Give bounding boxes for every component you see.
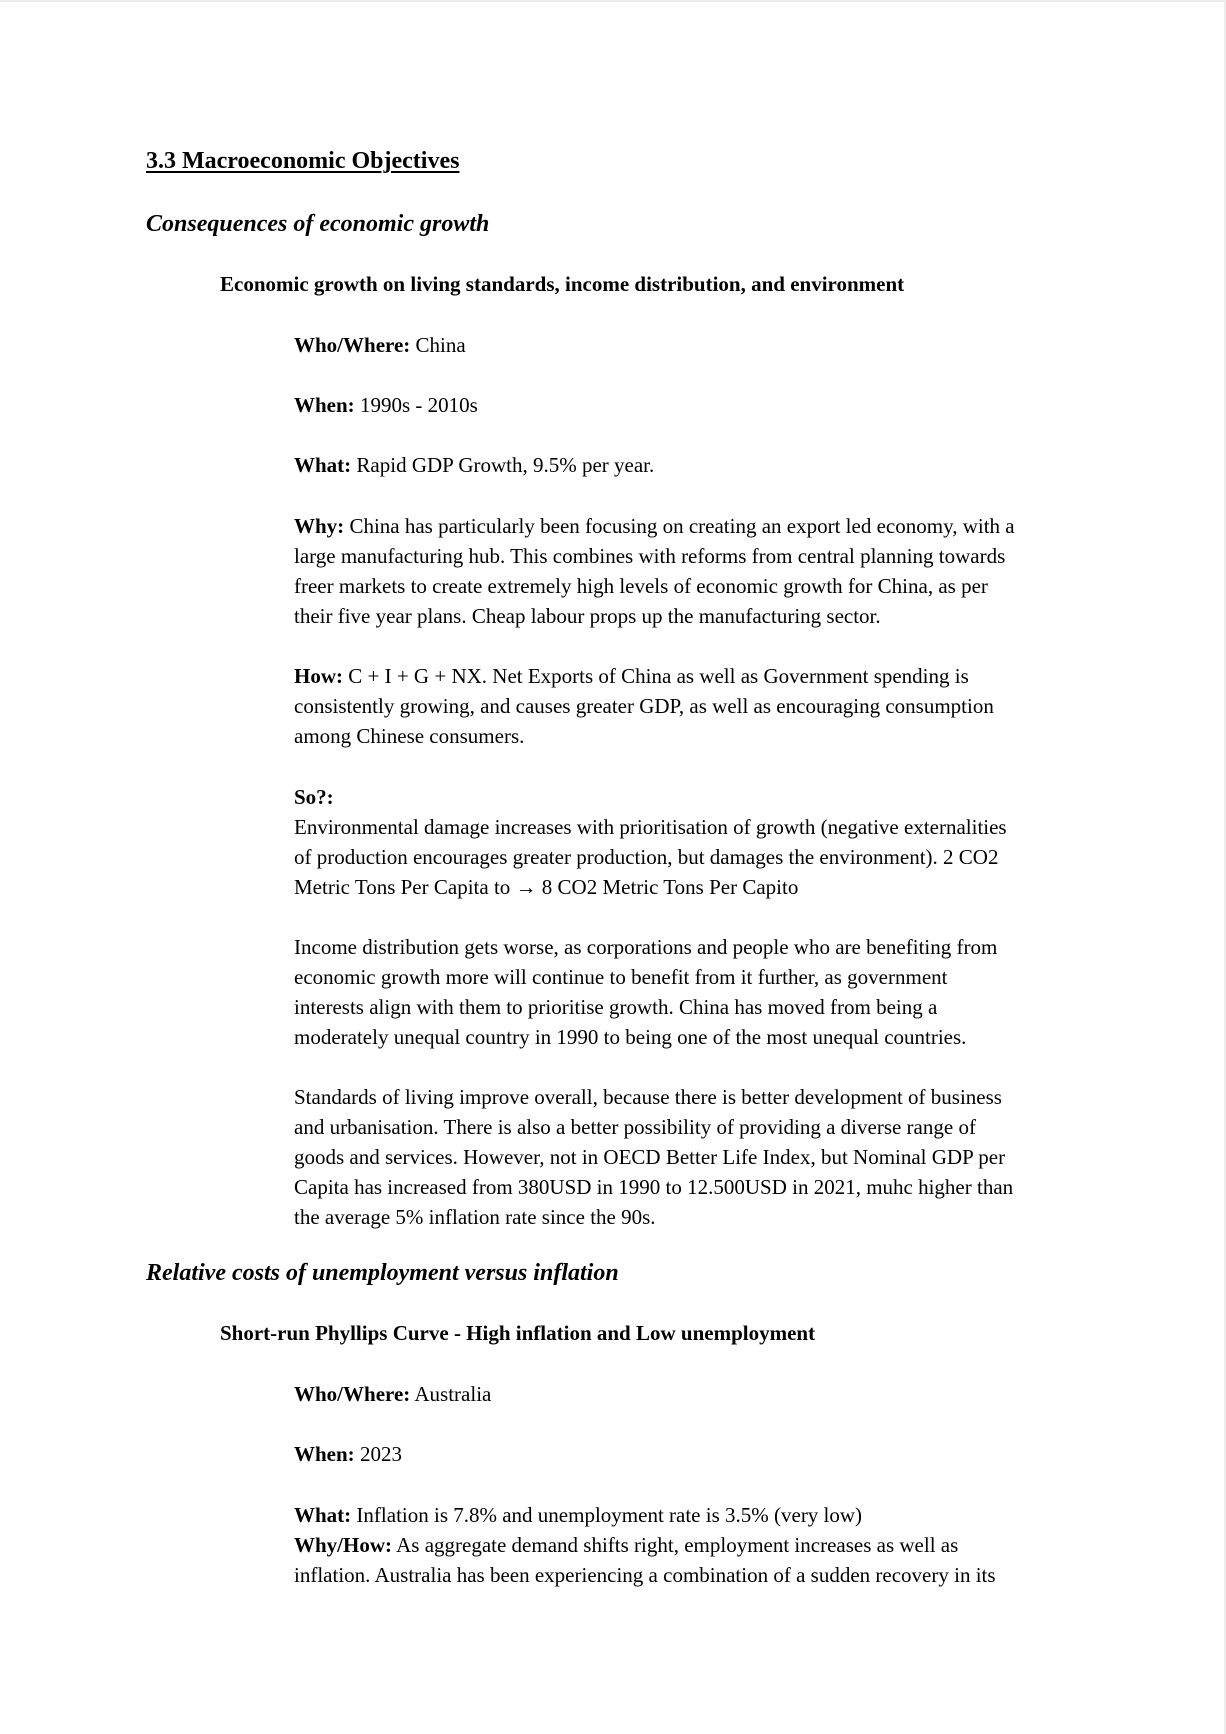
what-label: What: (294, 1503, 352, 1527)
income-line: interests align with them to prioritise growth. China has moved from being a (294, 995, 938, 1019)
who-where-field-2 (294, 1379, 1094, 1409)
what-label: What: (294, 453, 352, 477)
how-line (294, 661, 1094, 691)
whyhow-label: Why/How: (294, 1533, 393, 1557)
why-line: large manufacturing hub. This combines with reforms from central planning towards (294, 544, 1006, 568)
subsection-heading-living-standards: Economic growth on living standards, income distribution, and environment (220, 272, 905, 296)
income-line: economic growth more will continue to benefit from it further, as government (294, 965, 948, 989)
subsection-heading-phillips-curve: Short-run Phyllips Curve - High inflation and Low unemployment (220, 1321, 816, 1345)
whyhow-text: As aggregate demand shifts right, employment increases as well as (392, 1533, 959, 1557)
what-field (294, 450, 1094, 480)
why-line (294, 511, 1094, 541)
living-line: Capita has increased from 380USD in 1990 to 12.500USD in 2021, muhc higher than (294, 1175, 1014, 1199)
how-text: C + I + G + NX. Net Exports of China as well as Government spending is (343, 664, 969, 688)
whyhow-line (294, 1530, 1094, 1560)
living-line: and urbanisation. There is also a better possibility of providing a diverse range of (294, 1115, 976, 1139)
when-label: When: (294, 393, 355, 417)
what-line (294, 1500, 1094, 1530)
section-heading-economic-growth: Consequences of economic growth (146, 211, 490, 237)
what-whyhow-paragraph (294, 1500, 1094, 1590)
why-paragraph (294, 511, 1094, 631)
income-line: Income distribution gets worse, as corporations and people who are benefiting from (294, 935, 998, 959)
environment-line: Environmental damage increases with prioritisation of growth (negative externalities (294, 815, 1007, 839)
living-standards-paragraph (294, 1082, 1094, 1232)
when-value: 2023 (354, 1442, 402, 1466)
how-line: among Chinese consumers. (294, 724, 525, 748)
environment-line: of production encourages greater production, but damages the environment). 2 CO2 (294, 845, 999, 869)
whyhow-line: inflation. Australia has been experiencing a combination of a sudden recovery in its (294, 1563, 996, 1587)
who-where-label: Who/Where: (294, 1382, 411, 1406)
so-label: So?: (294, 785, 334, 809)
why-text: China has particularly been focusing on creating an export led economy, with a (344, 514, 1015, 538)
who-where-label: Who/Where: (294, 333, 411, 357)
who-where-value: Australia (410, 1382, 492, 1406)
how-label: How: (294, 664, 343, 688)
income-distribution-paragraph (294, 932, 1094, 1052)
why-line: their five year plans. Cheap labour props up the manufacturing sector. (294, 604, 881, 628)
who-where-value: China (410, 333, 466, 357)
when-label: When: (294, 1442, 355, 1466)
how-paragraph (294, 661, 1094, 751)
why-label: Why: (294, 514, 345, 538)
section-heading-unemployment-inflation: Relative costs of unemployment versus inflation (146, 1260, 619, 1286)
why-line: freer markets to create extremely high levels of economic growth for China, as per (294, 574, 988, 598)
how-line: consistently growing, and causes greater GDP, as well as encouraging consumption (294, 694, 994, 718)
who-where-field (294, 330, 1094, 360)
document-page (0, 2, 1224, 1734)
what-value: Inflation is 7.8% and unemployment rate is 3.5% (very low) (351, 1503, 863, 1527)
living-line: goods and services. However, not in OECD Better Life Index, but Nominal GDP per (294, 1145, 1006, 1169)
living-line: the average 5% inflation rate since the 90s. (294, 1205, 656, 1229)
when-value: 1990s - 2010s (354, 393, 478, 417)
when-field-2 (294, 1439, 1094, 1469)
living-line: Standards of living improve overall, because there is better development of business (294, 1085, 1002, 1109)
environment-line: Metric Tons Per Capita to → 8 CO2 Metric Tons Per Capito (294, 875, 799, 899)
page-title: 3.3 Macroeconomic Objectives (146, 148, 460, 174)
income-line: moderately unequal country in 1990 to being one of the most unequal countries. (294, 1025, 967, 1049)
when-field (294, 390, 1094, 420)
what-value: Rapid GDP Growth, 9.5% per year. (351, 453, 655, 477)
so-paragraph (294, 782, 1094, 902)
